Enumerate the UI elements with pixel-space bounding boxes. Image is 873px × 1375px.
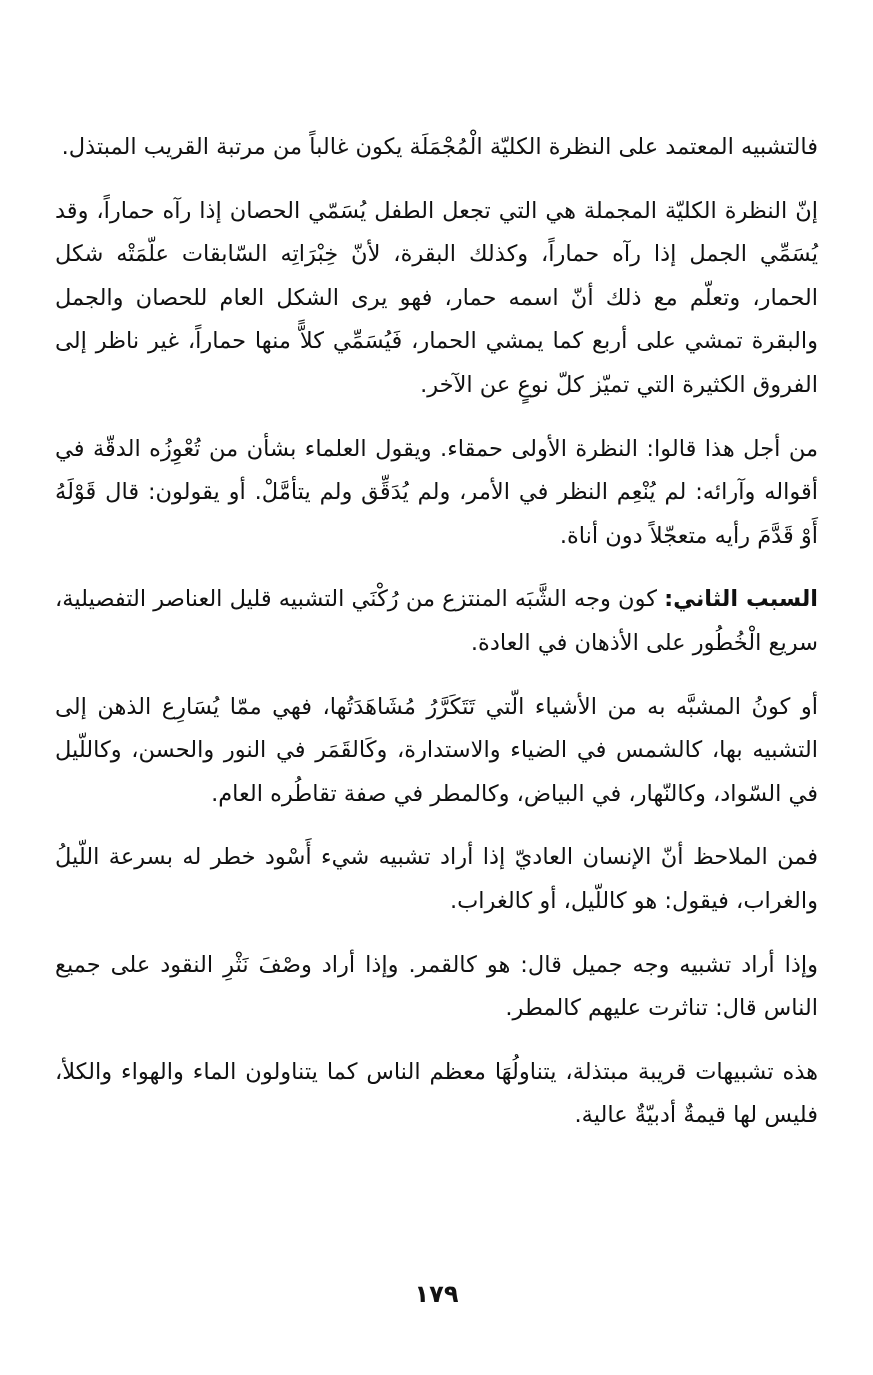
paragraph-5 <box>55 686 818 817</box>
paragraph-text: هذه تشبيهات قريبة مبتذلة، يتناولُهَا معظم الناس كما يتناولون الماء والهواء والكلأ، فليس لها قيمةٌ أدبيّةٌ عالية. <box>55 1058 818 1129</box>
paragraph-text: أو كونُ المشبَّه به من الأشياء الّتي تَتَكَرَّرُ مُشَاهَدَتُها، فهي ممّا يُسَارِع الذهن إلى التشبيه بها، كالشمس في الضياء والاستدارة، وكَالقَمَر في النور والحسن، وكاللّيل في السّواد، وكالنّهار، في البياض، وكالمطر في صفة تقاطُره العام. <box>55 693 818 807</box>
paragraph-lead: السبب الثاني: <box>664 586 818 613</box>
paragraph-text: من أجل هذا قالوا: النظرة الأولى حمقاء. ويقول العلماء بشأن من تُعْوِزُه الدقّة في أقواله وآرائه: لم يُنْعِم النظر في الأمر، ولم يُدَقِّق ولم يتأمَّلْ. أو يقولون: قال قَوْلَهُ أَوْ قَدَّمَ رأيه متعجّلاً دون أناة. <box>55 435 818 549</box>
paragraph-text: إنّ النظرة الكليّة المجملة هي التي تجعل الطفل يُسَمّي الحصان إذا رآه حماراً، وقد يُسَمِّي الجمل إذا رآه حماراً، وكذلك البقرة، لأنّ خِبْرَاتِه السّابقات علّمَتْه شكل الحمار، وتعلّم مع ذلك أنّ اسمه حمار، فهو يرى الشكل العام للحصان والجمل والبقرة تمشي على أربع كما يمشي الحمار، فَيُسَمِّي كلاًّ منها حماراً، غير ناظر إلى الفروق الكثيرة التي تميّز كلّ نوعٍ عن الآخر. <box>55 197 818 398</box>
paragraph-7 <box>55 944 818 1031</box>
paragraph-2 <box>55 190 818 408</box>
paragraph-text: فمن الملاحظ أنّ الإنسان العاديّ إذا أراد تشبيه شيء أَسْود خطر له بسرعة اللّيلُ والغراب، فيقول: هو كاللّيل، أو كالغراب. <box>55 844 818 914</box>
paragraph-text: كون وجه الشَّبَه المنتزع من رُكْنَي التشبيه قليل العناصر التفصيلية، سريع الْخُطُور على الأذهان في العادة. <box>55 586 818 656</box>
body-text <box>55 126 818 1138</box>
page-number: ١٧٩ <box>414 1280 459 1308</box>
paragraph-text: فالتشبيه المعتمد على النظرة الكليّة الْمُجْمَلَة يكون غالباً من مرتبة القريب المبتذل. <box>61 134 818 160</box>
paragraph-8 <box>55 1051 818 1138</box>
paragraph-4 <box>55 578 818 665</box>
paragraph-text: وإذا أراد تشبيه وجه جميل قال: هو كالقمر. وإذا أراد وصْفَ نَثْرِ النقود على جميع الناس قال: تناثرت عليهم كالمطر. <box>55 951 818 1022</box>
paragraph-1 <box>55 126 818 170</box>
paragraph-3 <box>55 428 818 559</box>
paragraph-6 <box>55 836 818 923</box>
